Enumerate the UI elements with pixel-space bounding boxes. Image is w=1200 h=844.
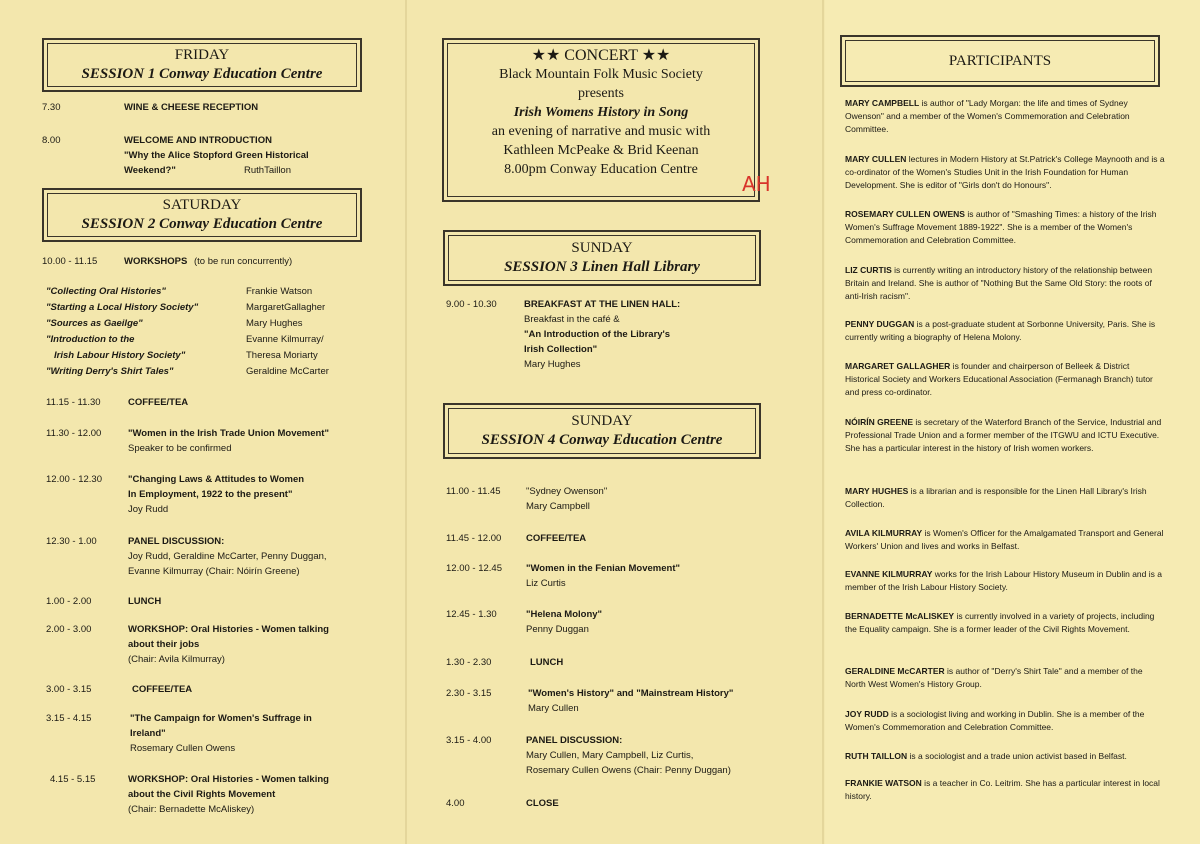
item-details [526,733,786,778]
participant-bio: is secretary of the Waterford Branch of the Service, Industrial and Professional Trade Union and a former member of the ITGWU and ICTU Executive. She has a particular interest in the history of Irish women workers. [845,417,1162,453]
handwritten-annotation: AH [742,172,771,196]
item-details [128,472,378,517]
workshop-leader: Frankie Watson [246,286,313,297]
participant-bio: is a teacher in Co. Leitrim. She has a particular interest in local history. [845,778,1160,801]
participant-entry [845,264,1165,303]
item-details [130,711,380,756]
item-time: 7.30 [42,102,61,113]
item-details [524,297,784,372]
item-line: (Chair: Avila Kilmurray) [128,654,225,665]
item-line: Irish Collection" [524,344,598,355]
item-time: 3.15 - 4.15 [46,713,92,724]
item-time: 12.00 - 12.30 [46,474,102,485]
participant-name: LIZ CURTIS [845,265,892,275]
workshop-leader: Theresa Moriarty [246,350,318,361]
participant-bio: is a sociologist living and working in Dublin. She is a member of the Women's Commemoration and Celebration Committee. [845,709,1145,732]
participant-name: PENNY DUGGAN [845,319,915,329]
item-line: Breakfast in the café & [524,314,620,325]
item-line: WORKSHOP: Oral Histories - Women talking [128,624,329,635]
item-line: Mary Hughes [524,359,581,370]
list-item [46,316,376,332]
workshop-title: "Starting a Local History Society" [46,302,199,313]
workshop-list [46,284,376,380]
item-line: LUNCH [128,596,162,607]
item-line: BREAKFAST AT THE LINEN HALL: [524,299,681,310]
fold-line [405,0,407,844]
workshop-title: "Collecting Oral Histories" [46,286,166,297]
item-line: LUNCH [530,657,564,668]
item-title: WORKSHOPS [124,256,188,267]
item-line: PANEL DISCUSSION: [526,735,623,746]
item-time: 11.45 - 12.00 [446,533,502,544]
item-details [528,686,788,716]
item-line: COFFEE/TEA [526,533,587,544]
saturday-session-title: SESSION 2 Conway Education Centre [81,216,323,232]
friday-session-title: SESSION 1 Conway Education Centre [81,66,323,82]
item-line: WORKSHOP: Oral Histories - Women talking [128,774,329,785]
workshop-title: "Introduction to the [46,334,135,345]
item-line: Rosemary Cullen Owens (Chair: Penny Duggan) [526,765,731,776]
participant-bio: is author of "Smashing Times: a history of the Irish Women's Suffrage Movement 1889-1922". She is a member of the Women's Commemoration and Celebration Committee. [845,209,1157,245]
list-item [46,332,376,348]
workshop-leader: Evanne Kilmurray/ [246,334,324,345]
item-time: 8.00 [42,135,61,146]
sunday4-session-title: SESSION 4 Conway Education Centre [481,432,723,448]
participant-entry [845,610,1165,636]
participant-entry [845,318,1165,344]
participant-bio: is a post-graduate student at Sorbonne University, Paris. She is currently writing a biography of Helena Molony. [845,319,1156,342]
workshop-leader: Mary Hughes [246,318,303,329]
fold-line [822,0,824,844]
item-line: "Women in the Fenian Movement" [526,563,680,574]
participants-heading: PARTICIPANTS [948,53,1052,69]
workshop-leader: MargaretGallagher [246,302,326,313]
item-line: Evanne Kilmurray (Chair: Nóirín Greene) [128,566,300,577]
item-speaker: RuthTaillon [244,165,291,176]
concert-line: Kathleen McPeake & Brid Keenan [503,143,699,158]
item-line: "Sydney Owenson" [526,486,608,497]
item-time: 3.00 - 3.15 [46,684,92,695]
item-time: 4.15 - 5.15 [50,774,96,785]
concert-line: Irish Womens History in Song [513,105,689,120]
item-note: (to be run concurrently) [194,256,293,267]
item-time: 9.00 - 10.30 [446,299,497,310]
participant-name: MARY CAMPBELL [845,98,920,108]
item-line: Rosemary Cullen Owens [130,743,236,754]
concert-line: 8.00pm Conway Education Centre [504,162,698,177]
sunday4-day: SUNDAY [571,413,633,429]
concert-heading: ★★ CONCERT ★★ [531,47,671,64]
participant-bio: is a sociologist and a trade union activist based in Belfast. [907,751,1127,761]
participant-bio: is founder and chairperson of Belleek & District Historical Society and Workers Educational Association (Fermanagh Branch) tutor and press co-ordinator. [845,361,1153,397]
item-title: WINE & CHEESE RECEPTION [124,102,259,113]
workshop-title: Irish Labour History Society" [54,350,186,361]
item-time: 1.30 - 2.30 [446,657,492,668]
item-line: "Why the Alice Stopford Green Historical [124,150,309,161]
friday-session-box [42,38,362,92]
item-line: Weekend?" [124,165,176,176]
participant-bio: is currently writing an introductory history of the relationship between Britain and Ireland. She is author of "Nothing But the Same Old Story: the roots of anti-Irish racism". [845,265,1153,301]
item-details [526,607,776,637]
item-details [526,484,776,514]
participant-name: MARY CULLEN [845,154,907,164]
participant-entry [845,416,1165,455]
item-details [128,426,378,456]
item-time: 11.15 - 11.30 [46,397,101,408]
participant-name: FRANKIE WATSON [845,778,922,788]
item-line: Mary Cullen, Mary Campbell, Liz Curtis, [526,750,694,761]
participant-name: EVANNE KILMURRAY [845,569,933,579]
participant-entry [845,208,1165,247]
item-title: WELCOME AND INTRODUCTION [124,135,272,146]
item-line: (Chair: Bernadette McAliskey) [128,804,255,815]
participant-entry [845,750,1165,763]
participant-entry [845,153,1165,192]
list-item [46,364,376,380]
item-time: 2.00 - 3.00 [46,624,92,635]
participant-bio: is currently involved in a variety of projects, including the Equality campaign. She is a former leader of the Civil Rights Movement. [845,611,1155,634]
item-line: Joy Rudd, Geraldine McCarter, Penny Duggan, [128,551,327,562]
participant-name: MARGARET GALLAGHER [845,361,951,371]
participant-entry [845,777,1165,803]
concert-line: presents [578,86,624,101]
sunday3-day: SUNDAY [571,240,633,256]
item-time: 11.30 - 12.00 [46,428,102,439]
item-time: 4.00 [446,798,465,809]
participant-entry [845,568,1165,594]
participant-name: AVILA KILMURRAY [845,528,923,538]
saturday-day: SATURDAY [162,197,242,213]
item-details [128,622,388,667]
item-line: Mary Cullen [528,703,579,714]
participant-name: JOY RUDD [845,709,889,719]
item-time: 11.00 - 11.45 [446,486,501,497]
item-details [128,772,388,817]
item-line: PANEL DISCUSSION: [128,536,225,547]
sunday4-session-box [443,403,761,459]
participant-name: NÓIRÍN GREENE [845,417,914,427]
participant-bio: is Women's Officer for the Amalgamated Transport and General Workers' Union and lives and works in Belfast. [845,528,1164,551]
item-line: CLOSE [526,798,559,809]
item-line: Liz Curtis [526,578,566,589]
concert-line: Black Mountain Folk Music Society [499,67,703,82]
participant-entry [845,360,1165,399]
saturday-session-box [42,188,362,242]
participant-name: BERNADETTE McALISKEY [845,611,955,621]
item-time: 12.30 - 1.00 [46,536,97,547]
item-line: "Women in the Irish Trade Union Movement" [128,428,329,439]
item-details [526,561,776,591]
participant-bio: is author of "Derry's Shirt Tale" and a member of the North West Women's History Group. [845,666,1143,689]
list-item [46,348,376,364]
sunday3-session-title: SESSION 3 Linen Hall Library [504,259,700,275]
participant-name: RUTH TAILLON [845,751,908,761]
participant-bio: lectures in Modern History at St.Patrick's College Maynooth and is a co-ordinator of the Women's Studies Unit in the Irish Foundation for Human Development. She is editor of "Girls don't do Honours". [845,154,1165,190]
item-line: "The Campaign for Women's Suffrage in [130,713,312,724]
participant-bio: is a librarian and is responsible for the Linen Hall Library's Irish Collection. [845,486,1147,509]
item-line: about their jobs [128,639,200,650]
sunday3-session-box [443,230,761,286]
list-item [46,284,376,300]
participant-entry [845,708,1165,734]
item-time: 12.00 - 12.45 [446,563,502,574]
item-line: Mary Campbell [526,501,590,512]
item-time: 3.15 - 4.00 [446,735,492,746]
participant-entry [845,97,1165,136]
participant-name: ROSEMARY CULLEN OWENS [845,209,965,219]
participants-box [840,35,1160,87]
item-line: about the Civil Rights Movement [128,789,276,800]
participant-entry [845,485,1165,511]
item-line: Penny Duggan [526,624,589,635]
item-line: "An Introduction of the Library's [524,329,671,340]
item-line: "Women's History" and "Mainstream History" [528,688,734,699]
item-line: COFFEE/TEA [132,684,193,695]
participant-entry [845,665,1165,691]
item-line: Speaker to be confirmed [128,443,232,454]
participant-bio: is author of "Lady Morgan: the life and times of Sydney Owenson" and a member of the Women's Commemoration and Celebration Committee. [845,98,1130,134]
concert-line: an evening of narrative and music with [491,124,711,139]
friday-day: FRIDAY [174,47,230,63]
concert-box [442,38,760,202]
workshop-leader: Geraldine McCarter [246,366,329,377]
item-line: Joy Rudd [128,504,169,515]
item-details [128,534,388,579]
list-item [46,300,376,316]
item-line: COFFEE/TEA [128,397,189,408]
item-line: "Changing Laws & Attitudes to Women [128,474,305,485]
item-time: 1.00 - 2.00 [46,596,92,607]
participant-name: GERALDINE McCARTER [845,666,945,676]
workshop-title: "Sources as Gaeilge" [46,318,143,329]
participant-name: MARY HUGHES [845,486,909,496]
item-line: Ireland" [130,728,166,739]
participant-bio: works for the Irish Labour History Museum in Dublin and is a member of the Irish Labour History Society. [845,569,1162,592]
item-line: "Helena Molony" [526,609,603,620]
item-line: In Employment, 1922 to the present" [128,489,293,500]
item-time: 2.30 - 3.15 [446,688,492,699]
item-time: 10.00 - 11.15 [42,256,98,267]
item-time: 12.45 - 1.30 [446,609,497,620]
participant-entry [845,527,1165,553]
workshop-title: "Writing Derry's Shirt Tales" [46,366,174,377]
